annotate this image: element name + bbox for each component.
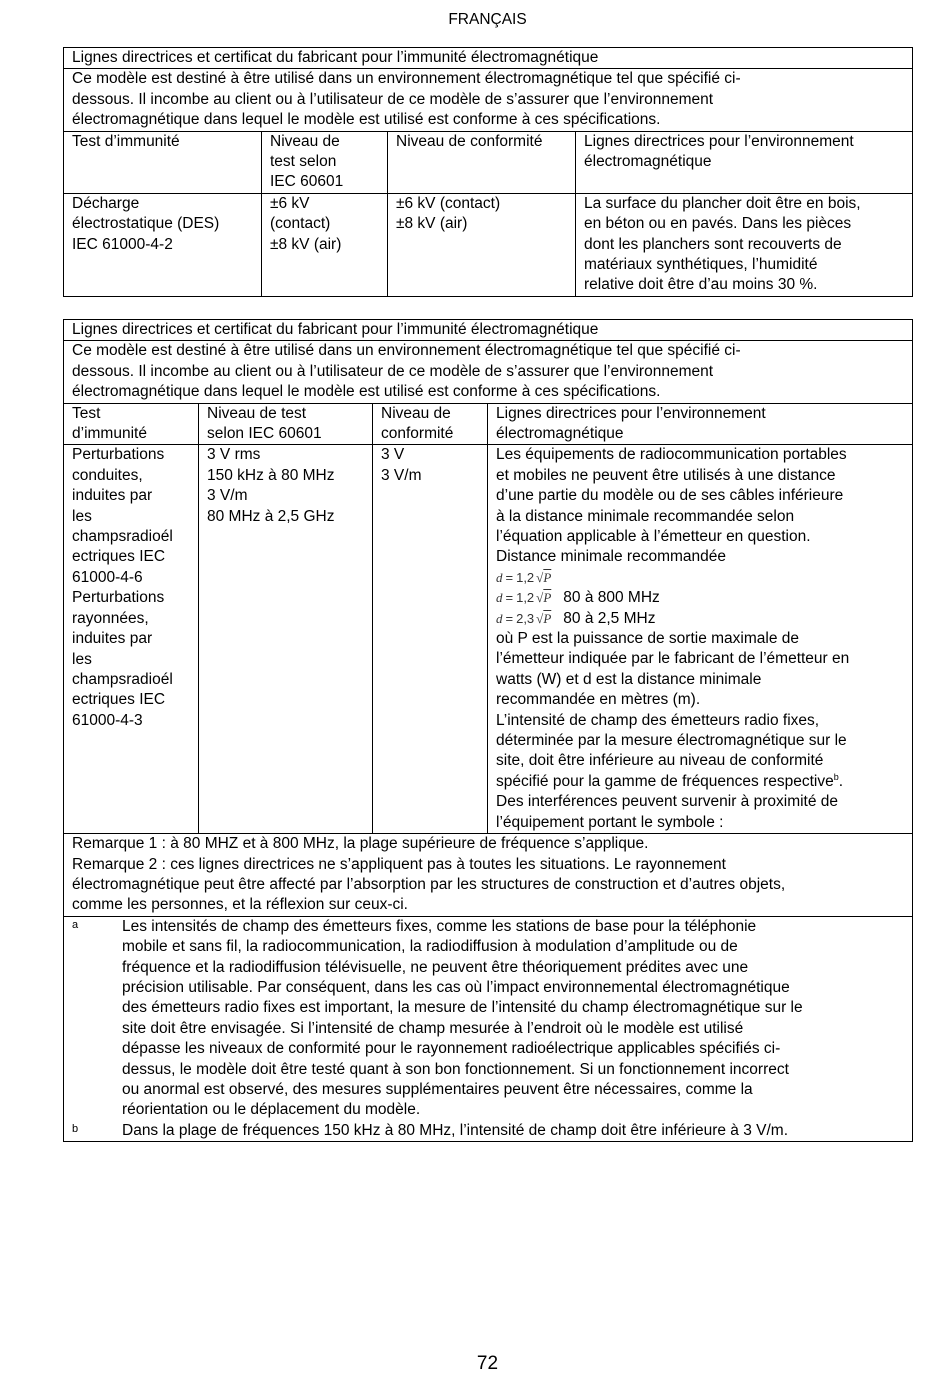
formula-lhs: d [496, 569, 503, 585]
cell-line: l’émetteur indiquée par le fabricant de l’émetteur en [496, 650, 850, 668]
formula-lhs: d [496, 610, 503, 626]
table2-remarks-row [64, 834, 913, 917]
page-number: 72 [476, 1353, 499, 1374]
immunity-table-esd [63, 47, 913, 297]
table1-header-test [64, 131, 262, 193]
table1-header-guidelines [576, 131, 913, 193]
cell-line: ectriques IEC [72, 548, 166, 566]
table1-header-row [64, 131, 913, 193]
header-line: Niveau de conformité [396, 132, 543, 150]
table2-title: Lignes directrices et certificat du fabricant pour l’immunité électromagnétique [64, 320, 913, 341]
cell-line: 150 kHz à 80 MHz [207, 466, 335, 484]
header-line: Lignes directrices pour l’environnement [496, 404, 766, 422]
cell-line: l’équipement portant le symbole : [496, 813, 724, 831]
footnote-line: dépasse les niveaux de conformité pour le rayonnement radioélectrique applicables spécifiés ci- [122, 1040, 781, 1058]
cell-line: ectriques IEC [72, 691, 166, 709]
footnote-line: précision utilisable. Par conséquent, dans les cas où l’impact environnemental électromagnétique [122, 978, 790, 996]
footnote-mark: a [72, 918, 79, 931]
cell-line: induites par [72, 487, 153, 505]
header-line: Niveau de [270, 132, 340, 150]
footnote-line: des émetteurs radio fixes est important, la mesure de l’intensité du champ électromagnétique sur le [122, 999, 803, 1017]
cell-line: Des interférences peuvent survenir à proximité de [496, 793, 839, 811]
table1-row-esd [64, 193, 913, 296]
cell-line: Perturbations [72, 446, 165, 464]
header-line: selon IEC 60601 [207, 425, 322, 443]
cell-line: électrostatique (DES) [72, 215, 220, 233]
remark-line: Remarque 2 : ces lignes directrices ne s’appliquent pas à toutes les situations. Le rayonnement [72, 855, 726, 873]
table2-row-rf [64, 445, 913, 834]
table1-intro-line: dessous. Il incombe au client ou à l’utilisateur de ce modèle de s’assurer que l’environnement [72, 90, 714, 108]
cell-line: champsradioél [72, 528, 173, 546]
formula-radicand: P [543, 610, 552, 626]
cell-line: en béton ou en pavés. Dans les pièces [584, 215, 852, 233]
header-line: Test [72, 404, 101, 422]
table2-footnotes-row [64, 916, 913, 1141]
header-line: test selon [270, 153, 337, 171]
cell-line: 80 MHz à 2,5 GHz [207, 507, 335, 525]
cell-line: site, doit être inférieure au niveau de conformité [496, 752, 824, 770]
header-line: Niveau de test [207, 404, 307, 422]
page-header-language: FRANÇAIS [448, 11, 527, 28]
formula-coefficient: 1,2 [516, 590, 535, 606]
cell-line: induites par [72, 630, 153, 648]
cell-line: L’intensité de champ des émetteurs radio fixes, [496, 711, 820, 729]
table2-intro-line: dessous. Il incombe au client ou à l’utilisateur de ce modèle de s’assurer que l’environnement [72, 362, 714, 380]
table1-cell-level [262, 193, 388, 296]
cell-line: IEC 61000-4-2 [72, 235, 173, 253]
cell-line: (contact) [270, 215, 331, 233]
formula-equals: = [505, 610, 514, 626]
distance-formula [496, 568, 908, 588]
cell-line: dont les planchers sont recouverts de [584, 235, 842, 253]
cell-line: ±6 kV (contact) [396, 194, 501, 212]
cell-line: les [72, 650, 92, 668]
cell-line: relative doit être d’au moins 30 %. [584, 276, 818, 294]
formula-radicand: P [543, 569, 552, 585]
cell-line: 3 V/m [381, 466, 422, 484]
footnote-line: réorientation ou le déplacement du modèle. [122, 1101, 421, 1119]
cell-line: champsradioél [72, 670, 173, 688]
cell-line: les [72, 507, 92, 525]
table1-header-compliance [388, 131, 576, 193]
footnote-mark: b [72, 1122, 79, 1135]
sqrt-icon: √P [536, 569, 552, 585]
formula-equals: = [505, 590, 514, 606]
cell-line: d’une partie du modèle ou de ses câbles inférieure [496, 487, 844, 505]
cell-line: Les équipements de radiocommunication portables [496, 446, 847, 464]
formula-frequency-range: 80 à 2,5 MHz [563, 609, 656, 627]
table2-footnotes [64, 916, 913, 1141]
table2-header-test [64, 403, 199, 445]
cell-line: l’équation applicable à l’émetteur en question. [496, 528, 811, 546]
cell-line: recommandée en mètres (m). [496, 691, 701, 709]
table1-cell-compliance [388, 193, 576, 296]
footnote-line: site doit être envisagée. Si l’intensité de champ mesurée à l’endroit où le modèle est utilisé [122, 1019, 744, 1037]
cell-line: Perturbations [72, 589, 165, 607]
table1-intro [64, 69, 913, 131]
header-line: électromagnétique [496, 425, 624, 443]
footnote-a [72, 917, 908, 1121]
table2-cell-test [64, 445, 199, 834]
table1-title: Lignes directrices et certificat du fabricant pour l’immunité électromagnétique [64, 48, 913, 69]
header-line: Test d’immunité [72, 132, 180, 150]
header-line: Niveau de [381, 404, 451, 422]
formula-radicand: P [543, 590, 552, 606]
cell-line: rayonnées, [72, 609, 149, 627]
footnote-line: fréquence et la radiodiffusion télévisuelle, ne peuvent être théoriquement prédites avec une [122, 958, 749, 976]
table2-cell-level [199, 445, 373, 834]
table2-remarks [64, 834, 913, 917]
formula-coefficient: 2,3 [516, 610, 535, 626]
cell-line: ±6 kV [270, 194, 310, 212]
cell-line: matériaux synthétiques, l’humidité [584, 256, 818, 274]
cell-text: spécifié pour la gamme de fréquences respective [496, 772, 834, 790]
cell-line: 3 V rms [207, 446, 261, 464]
table2-header-compliance [373, 403, 488, 445]
cell-line: Décharge [72, 194, 140, 212]
cell-line: conduites, [72, 466, 143, 484]
formula-coefficient: 1,2 [516, 569, 535, 585]
cell-line: où P est la puissance de sortie maximale de [496, 630, 799, 648]
table2-header-row [64, 403, 913, 445]
cell-line: 3 V/m [207, 487, 248, 505]
formula-equals: = [505, 569, 514, 585]
sqrt-icon: √P [536, 590, 552, 606]
cell-line: ±8 kV (air) [270, 235, 342, 253]
footnote-ref-b: b [833, 771, 839, 782]
cell-line: déterminée par la mesure électromagnétique sur le [496, 732, 847, 750]
immunity-table-rf [63, 319, 913, 1142]
footnote-line: Les intensités de champ des émetteurs fixes, comme les stations de base pour la téléphonie [122, 917, 757, 935]
table2-cell-guidelines [488, 445, 913, 834]
header-line: Lignes directrices pour l’environnement [584, 132, 854, 150]
header-line: d’immunité [72, 425, 147, 443]
footnote-line: Dans la plage de fréquences 150 kHz à 80 MHz, l’intensité de champ doit être inférieure à 3 V/m. [122, 1121, 789, 1139]
cell-line: 61000-4-3 [72, 711, 143, 729]
table2-intro [64, 341, 913, 403]
distance-formula [496, 609, 908, 629]
formula-frequency-range: 80 à 800 MHz [563, 589, 660, 607]
table2-intro-line: électromagnétique dans lequel le modèle est utilisé est conforme à ces spécifications. [72, 383, 661, 401]
table2-intro-line: Ce modèle est destiné à être utilisé dans un environnement électromagnétique tel que spécifié ci- [72, 342, 741, 360]
table2-cell-compliance [373, 445, 488, 834]
table2-header-guidelines [488, 403, 913, 445]
remark-line: comme les personnes, et la réflexion sur ceux-ci. [72, 896, 408, 914]
cell-line: watts (W) et d est la distance minimale [496, 670, 762, 688]
remark-line: électromagnétique peut être affecté par l’absorption par les structures de construction et d’autres objets, [72, 875, 786, 893]
cell-line: à la distance minimale recommandée selon [496, 507, 795, 525]
footnote-line: ou anormal est observé, des mesures supplémentaires peuvent être nécessaires, comme la [122, 1080, 753, 1098]
table1-cell-guidelines [576, 193, 913, 296]
header-line: conformité [381, 425, 454, 443]
cell-line: spécifié pour la gamme de fréquences respective$^b$. [496, 771, 844, 790]
footnote-line: mobile et sans fil, la radiocommunication, la radiodiffusion à modulation d’amplitude ou de [122, 938, 738, 956]
remark-line: Remarque 1 : à 80 MHZ et à 800 MHz, la plage supérieure de fréquence s’applique. [72, 835, 649, 853]
cell-line: et mobiles ne peuvent être utilisés à une distance [496, 466, 836, 484]
header-line: IEC 60601 [270, 173, 344, 191]
table1-intro-line: Ce modèle est destiné à être utilisé dans un environnement électromagnétique tel que spécifié ci- [72, 70, 741, 88]
cell-line: 3 V [381, 446, 405, 464]
cell-line: La surface du plancher doit être en bois, [584, 194, 861, 212]
distance-formula [496, 588, 908, 608]
cell-line: ±8 kV (air) [396, 215, 468, 233]
table2-header-level [199, 403, 373, 445]
cell-line: Distance minimale recommandée [496, 548, 727, 566]
footnote-line: dessus, le modèle doit être testé quant à son bon fonctionnement. Si un fonctionnement incorrect [122, 1060, 789, 1078]
table1-cell-test [64, 193, 262, 296]
header-line: électromagnétique [584, 153, 712, 171]
footnote-b [72, 1121, 908, 1141]
formula-lhs: d [496, 590, 503, 606]
sqrt-icon: √P [536, 610, 552, 626]
table1-header-level [262, 131, 388, 193]
table1-intro-line: électromagnétique dans lequel le modèle est utilisé est conforme à ces spécifications. [72, 111, 661, 129]
cell-line: 61000-4-6 [72, 568, 143, 586]
